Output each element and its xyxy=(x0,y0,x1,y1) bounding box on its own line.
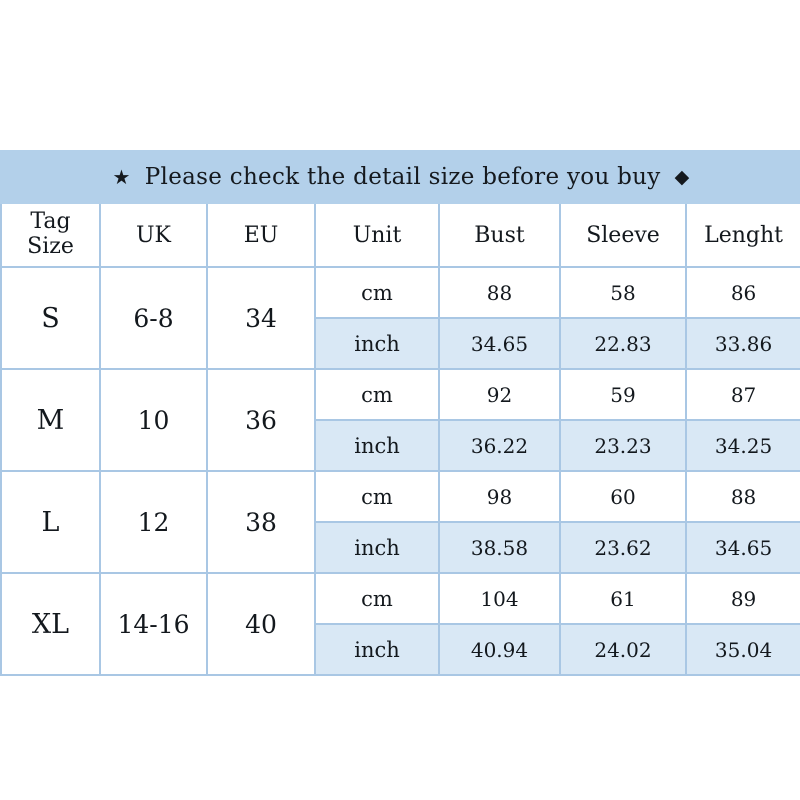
cell-sleeve-cm: 59 xyxy=(560,369,686,420)
size-chart-table xyxy=(0,150,800,676)
cell-length-cm: 88 xyxy=(686,471,800,522)
cell-bust-inch: 40.94 xyxy=(439,624,560,675)
cell-uk: 6-8 xyxy=(100,267,207,369)
header-bust: Bust xyxy=(439,203,560,267)
cell-bust-cm: 92 xyxy=(439,369,560,420)
cell-sleeve-inch: 23.23 xyxy=(560,420,686,471)
cell-unit-cm: cm xyxy=(315,369,439,420)
cell-sleeve-inch: 22.83 xyxy=(560,318,686,369)
cell-bust-inch: 34.65 xyxy=(439,318,560,369)
diamond-icon: ◆ xyxy=(674,165,690,188)
cell-length-cm: 87 xyxy=(686,369,800,420)
table-row xyxy=(1,267,800,318)
cell-eu: 40 xyxy=(207,573,315,675)
cell-unit-cm: cm xyxy=(315,471,439,522)
header-tag-size-line1: Tag xyxy=(30,209,71,235)
cell-unit-inch: inch xyxy=(315,522,439,573)
cell-bust-inch: 36.22 xyxy=(439,420,560,471)
cell-length-inch: 33.86 xyxy=(686,318,800,369)
cell-length-inch: 35.04 xyxy=(686,624,800,675)
header-unit: Unit xyxy=(315,203,439,267)
header-eu: EU xyxy=(207,203,315,267)
cell-eu: 38 xyxy=(207,471,315,573)
cell-bust-inch: 38.58 xyxy=(439,522,560,573)
banner-cell xyxy=(1,151,800,203)
header-uk: UK xyxy=(100,203,207,267)
cell-eu: 36 xyxy=(207,369,315,471)
cell-length-cm: 89 xyxy=(686,573,800,624)
table-row xyxy=(1,369,800,420)
cell-bust-cm: 98 xyxy=(439,471,560,522)
header-tag-size xyxy=(1,203,100,267)
table-row xyxy=(1,573,800,624)
cell-uk: 12 xyxy=(100,471,207,573)
size-chart-container xyxy=(0,150,800,676)
cell-size: S xyxy=(1,267,100,369)
cell-bust-cm: 88 xyxy=(439,267,560,318)
cell-bust-cm: 104 xyxy=(439,573,560,624)
cell-eu: 34 xyxy=(207,267,315,369)
cell-length-cm: 86 xyxy=(686,267,800,318)
cell-unit-inch: inch xyxy=(315,420,439,471)
header-length: Lenght xyxy=(686,203,800,267)
cell-unit-inch: inch xyxy=(315,624,439,675)
cell-sleeve-inch: 23.62 xyxy=(560,522,686,573)
cell-size: XL xyxy=(1,573,100,675)
table-row xyxy=(1,471,800,522)
cell-uk: 10 xyxy=(100,369,207,471)
star-icon: ★ xyxy=(112,165,131,189)
cell-length-inch: 34.65 xyxy=(686,522,800,573)
banner-row xyxy=(1,151,800,203)
header-sleeve: Sleeve xyxy=(560,203,686,267)
cell-unit-cm: cm xyxy=(315,267,439,318)
cell-unit-inch: inch xyxy=(315,318,439,369)
banner-text: Please check the detail size before you buy xyxy=(144,164,661,190)
cell-sleeve-inch: 24.02 xyxy=(560,624,686,675)
table-header-row xyxy=(1,203,800,267)
cell-sleeve-cm: 58 xyxy=(560,267,686,318)
cell-size: L xyxy=(1,471,100,573)
cell-sleeve-cm: 61 xyxy=(560,573,686,624)
header-tag-size-line2: Size xyxy=(27,234,74,259)
cell-unit-cm: cm xyxy=(315,573,439,624)
cell-uk: 14-16 xyxy=(100,573,207,675)
cell-length-inch: 34.25 xyxy=(686,420,800,471)
cell-sleeve-cm: 60 xyxy=(560,471,686,522)
cell-size: M xyxy=(1,369,100,471)
